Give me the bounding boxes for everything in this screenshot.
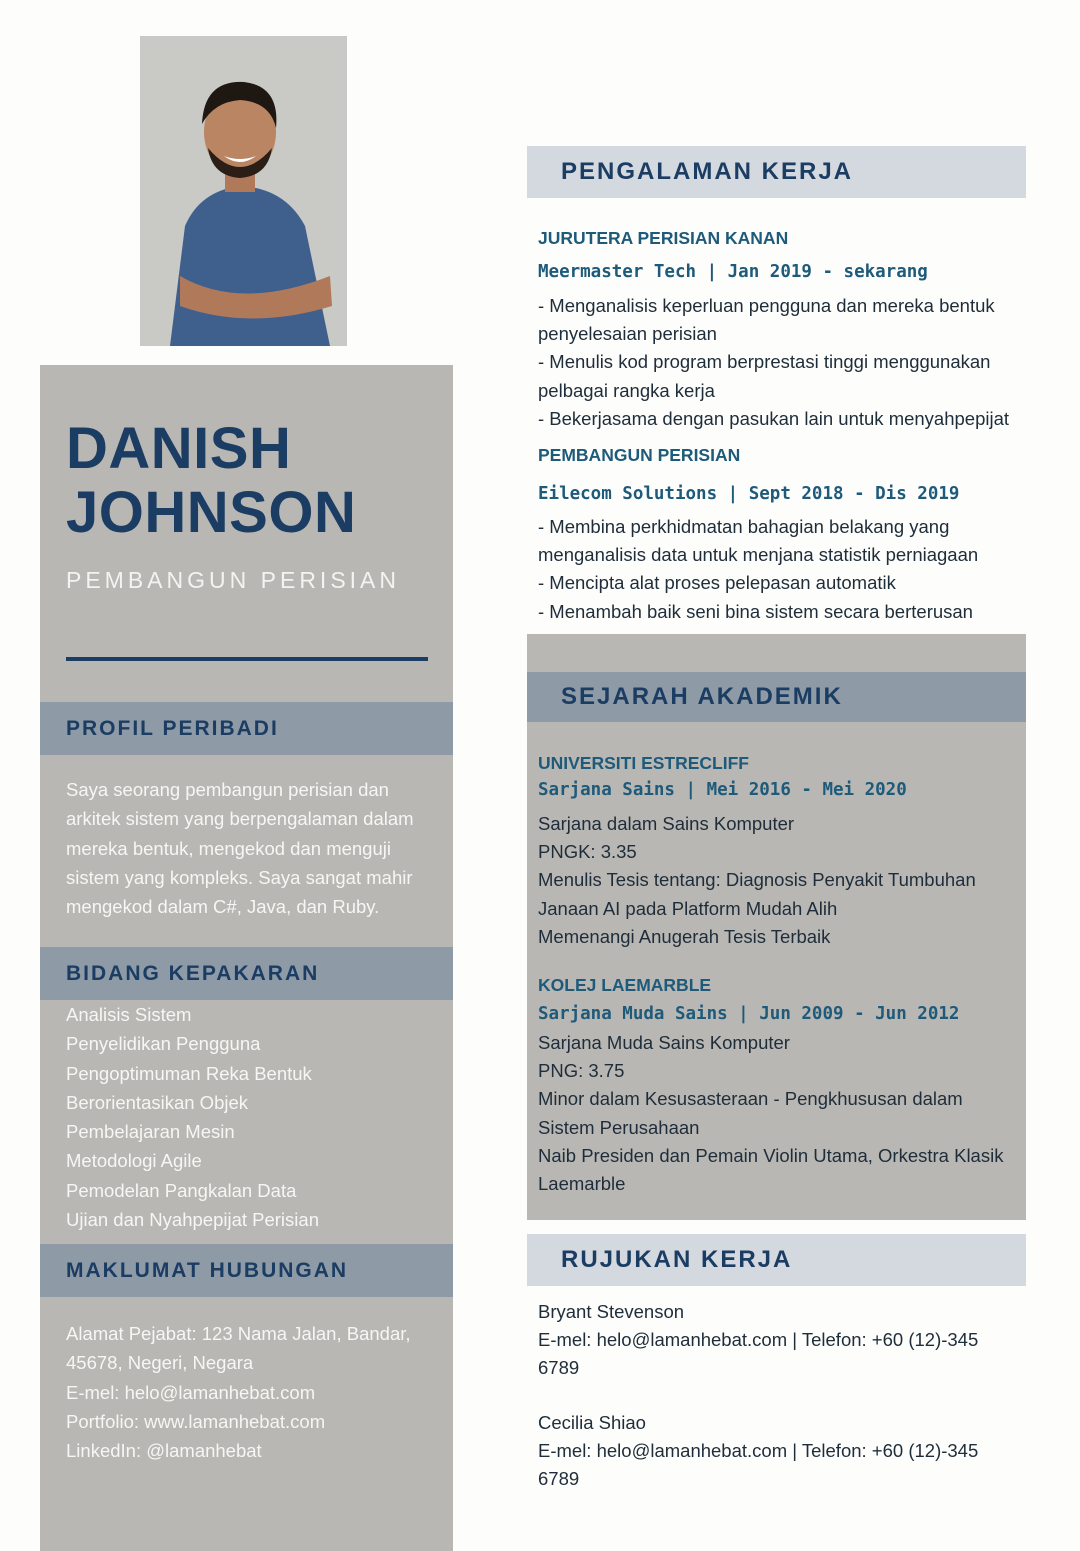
contact-portfolio: Portfolio: www.lamanhebat.com bbox=[66, 1410, 326, 1432]
detail-line: Minor dalam Kesusasteraan - Pengkhususan dalam bbox=[538, 1088, 963, 1110]
job-entry bbox=[538, 228, 1013, 249]
detail-line: Sistem Perusahaan bbox=[538, 1116, 700, 1138]
full-name bbox=[66, 417, 356, 545]
skill-item: Berorientasikan Objek bbox=[66, 1091, 249, 1113]
detail-line: Naib Presiden dan Pemain Violin Utama, Orkestra Klasik bbox=[538, 1144, 1004, 1166]
divider bbox=[66, 657, 428, 661]
profile-line: sistem yang kompleks. Saya sangat mahir bbox=[66, 866, 413, 888]
school-degree bbox=[538, 780, 1013, 800]
references-heading-band bbox=[527, 1234, 1026, 1286]
skill-item: Pengoptimuman Reka Bentuk bbox=[66, 1062, 312, 1084]
contact-address-cont: 45678, Negeri, Negara bbox=[66, 1352, 254, 1374]
duty-line: penyelesaian perisian bbox=[538, 323, 717, 345]
skill-item: Ujian dan Nyahpepijat Perisian bbox=[66, 1209, 319, 1231]
reference-name: Bryant Stevenson bbox=[538, 1301, 685, 1322]
profile-line: Saya seorang pembangun perisian dan bbox=[66, 779, 389, 800]
degree-dates: Sarjana Muda Sains | Jun 2009 - Jun 2012 bbox=[538, 1004, 960, 1024]
duty-line: - Menambah baik seni bina sistem secara berterusan bbox=[538, 600, 973, 622]
profile-heading-band bbox=[40, 702, 453, 755]
degree-dates: Sarjana Sains | Mei 2016 - Mei 2020 bbox=[538, 780, 907, 800]
duty-line: - Mencipta alat proses pelepasan automatik bbox=[538, 572, 896, 594]
contact-linkedin: LinkedIn: @lamanhebat bbox=[66, 1440, 262, 1462]
detail-line: PNGK: 3.35 bbox=[538, 841, 637, 863]
detail-line: Memenangi Anugerah Tesis Terbaik bbox=[538, 925, 831, 947]
skills-list bbox=[66, 1000, 436, 1234]
contact-info bbox=[66, 1319, 436, 1465]
school-entry bbox=[538, 975, 1013, 996]
reference-entry bbox=[538, 1298, 1013, 1383]
job-title: JURUTERA PERISIAN KANAN bbox=[538, 228, 789, 248]
company-dates: Eilecom Solutions | Sept 2018 - Dis 2019 bbox=[538, 484, 960, 504]
duty-line: menganalisis data untuk menjana statistik perniagaan bbox=[538, 544, 979, 566]
profile-line: mengekod dalam C#, Java, dan Ruby. bbox=[66, 896, 380, 918]
profile-line: arkitek sistem yang berpengalaman dalam bbox=[66, 808, 414, 830]
skill-item: Pembelajaran Mesin bbox=[66, 1121, 235, 1143]
school-name: UNIVERSITI ESTRECLIFF bbox=[538, 753, 749, 773]
education-heading-band bbox=[527, 672, 1026, 722]
reference-contact: E-mel: helo@lamanhebat.com | Telefon: +60 (12)-345 bbox=[538, 1440, 979, 1462]
reference-contact-cont: 6789 bbox=[538, 1357, 580, 1379]
duty-line: - Menulis kod program berprestasi tinggi menggunakan bbox=[538, 351, 991, 373]
contact-heading-band bbox=[40, 1244, 453, 1297]
section-heading: SEJARAH AKADEMIK bbox=[561, 683, 843, 710]
job-title: PEMBANGUN PERISIAN bbox=[538, 445, 741, 465]
section-heading: PROFIL PERIBADI bbox=[66, 717, 279, 740]
section-heading: BIDANG KEPAKARAN bbox=[66, 962, 320, 985]
reference-entry bbox=[538, 1409, 1013, 1494]
skill-item: Penyelidikan Pengguna bbox=[66, 1033, 261, 1055]
duty-line: - Membina perkhidmatan bahagian belakang yang bbox=[538, 516, 950, 537]
duty-line: - Menganalisis keperluan pengguna dan mereka bentuk bbox=[538, 295, 995, 316]
school-entry bbox=[538, 753, 1013, 774]
detail-line: Menulis Tesis tentang: Diagnosis Penyakit Tumbuhan bbox=[538, 869, 976, 891]
school-details bbox=[538, 810, 1013, 951]
skill-item: Pemodelan Pangkalan Data bbox=[66, 1179, 297, 1201]
profile-summary bbox=[66, 775, 436, 921]
detail-line: Laemarble bbox=[538, 1173, 626, 1195]
section-heading: MAKLUMAT HUBUNGAN bbox=[66, 1259, 349, 1282]
reference-contact: E-mel: helo@lamanhebat.com | Telefon: +60 (12)-345 bbox=[538, 1329, 979, 1351]
duty-line: - Bekerjasama dengan pasukan lain untuk menyahpepijat bbox=[538, 407, 1010, 429]
skills-heading-band bbox=[40, 947, 453, 1000]
school-degree bbox=[538, 1004, 1013, 1024]
experience-heading-band bbox=[527, 146, 1026, 198]
detail-line: Janaan AI pada Platform Mudah Alih bbox=[538, 897, 838, 919]
contact-email: E-mel: helo@lamanhebat.com bbox=[66, 1381, 316, 1403]
last-name: JOHNSON bbox=[66, 480, 357, 545]
job-title: PEMBANGUN PERISIAN bbox=[66, 567, 400, 593]
company-dates: Meermaster Tech | Jan 2019 - sekarang bbox=[538, 262, 928, 282]
profile-line: mereka bentuk, mengekod dan menguji bbox=[66, 837, 391, 859]
job-company bbox=[538, 262, 1013, 282]
left-sidebar bbox=[40, 365, 453, 1551]
person-photo-icon bbox=[140, 36, 347, 346]
job-duties bbox=[538, 513, 1013, 626]
job-duties bbox=[538, 292, 1013, 433]
detail-line: Sarjana dalam Sains Komputer bbox=[538, 813, 795, 834]
first-name: DANISH bbox=[66, 416, 292, 481]
reference-contact-cont: 6789 bbox=[538, 1468, 580, 1490]
detail-line: Sarjana Muda Sains Komputer bbox=[538, 1032, 790, 1053]
reference-name: Cecilia Shiao bbox=[538, 1412, 646, 1433]
job-entry bbox=[538, 445, 1013, 466]
section-heading: RUJUKAN KERJA bbox=[561, 1246, 793, 1273]
duty-line: pelbagai rangka kerja bbox=[538, 379, 715, 401]
school-details bbox=[538, 1029, 1013, 1198]
section-heading: PENGALAMAN KERJA bbox=[561, 158, 854, 185]
job-company bbox=[538, 484, 1013, 504]
profile-photo bbox=[140, 36, 347, 346]
skill-item: Metodologi Agile bbox=[66, 1150, 202, 1172]
skill-item: Analisis Sistem bbox=[66, 1004, 192, 1025]
detail-line: PNG: 3.75 bbox=[538, 1060, 625, 1082]
contact-address: Alamat Pejabat: 123 Nama Jalan, Bandar, bbox=[66, 1323, 411, 1344]
school-name: KOLEJ LAEMARBLE bbox=[538, 975, 712, 995]
